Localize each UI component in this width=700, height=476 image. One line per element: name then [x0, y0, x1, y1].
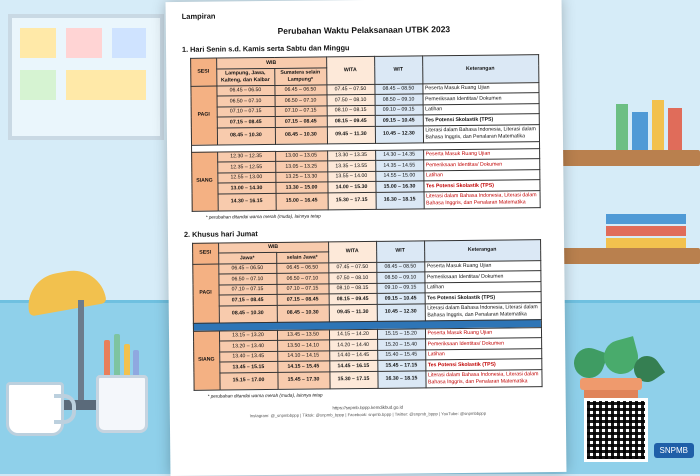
book [652, 100, 664, 150]
cell-wib1: 07.10 – 07.15 [217, 106, 275, 117]
cell-keterangan: Tes Potensi Skolastik (TPS) [423, 180, 539, 192]
cell-wit: 09.10 – 09.15 [376, 282, 424, 293]
cell-wita: 09.45 – 11.30 [329, 304, 377, 322]
cell-wib1: 06.50 – 07.10 [217, 95, 275, 106]
pencil-cup [96, 375, 148, 433]
cell-wita: 14.45 – 16.15 [329, 360, 377, 371]
cell-wib2: 14.10 – 14.15 [277, 350, 329, 361]
cell-wit: 15.45 – 17.15 [377, 360, 425, 371]
desk-lamp-arm [78, 300, 84, 405]
coffee-mug-handle [54, 394, 76, 424]
th-wita: WITA [328, 241, 376, 263]
cell-wita: 13.55 – 14.00 [327, 171, 375, 182]
book [668, 108, 682, 150]
cell-keterangan: Literasi dalam Bahasa Indonesia, Literasi dalam Bahasa Inggris, dan Penalaran Matematika [424, 190, 540, 208]
cell-wita: 14.40 – 14.45 [329, 350, 377, 361]
book-stacked [606, 226, 686, 236]
cell-keterangan: Pemeriksaan Identitas/ Dokumen [425, 338, 541, 350]
cell-wita: 15.30 – 17.15 [328, 192, 376, 210]
th-sesi: SESI [190, 58, 216, 86]
book [632, 112, 648, 150]
cell-wita: 07.45 – 07.50 [326, 84, 374, 95]
footer-url: https://snpmb.bppp.kemdikbud.go.id [332, 404, 404, 410]
bookshelf-lower [550, 248, 700, 264]
table-header-row [192, 239, 540, 253]
cell-wib2: 07.15 – 08.45 [277, 294, 329, 305]
snpmb-badge: SNPMB [654, 443, 694, 458]
cell-keterangan: Tes Potensi Skolastik (TPS) [425, 292, 541, 304]
th-wit: WIT [374, 56, 422, 84]
cell-wita: 14.20 – 14.40 [329, 339, 377, 350]
schedule-table-friday [192, 239, 543, 391]
cell-wib2: 08.45 – 10.30 [277, 304, 329, 322]
sticky-note [20, 28, 56, 58]
cell-keterangan: Latihan [423, 169, 539, 181]
cell-wita: 15.30 – 17.15 [329, 371, 377, 389]
cell-keterangan: Pemeriksaan Identitas/ Dokumen [423, 93, 539, 105]
cell-keterangan: Latihan [423, 103, 539, 115]
cell-wib2: 13.50 – 14.10 [277, 340, 329, 351]
th-wib: WIB [218, 241, 328, 253]
cell-wib2: 13.45 – 13.50 [277, 329, 329, 340]
cell-wita: 08.10 – 08.15 [328, 283, 376, 294]
cell-keterangan: Literasi dalam Bahasa Indonesia, Literasi dalam Bahasa Inggris, dan Penalaran Matematika [425, 369, 541, 387]
cell-wib2: 07.15 – 08.45 [275, 116, 327, 127]
cell-wib2: 06.45 – 06.50 [276, 262, 328, 273]
cell-wita: 08.15 – 09.45 [329, 293, 377, 304]
cell-sesi-siang: SIANG [191, 152, 218, 211]
cell-keterangan: Pemeriksaan Identitas/ Dokumen [424, 271, 540, 283]
cell-wib1: 15.15 – 17.00 [219, 372, 277, 390]
cell-wib1: 08.45 – 10.30 [217, 127, 275, 145]
cell-wib1: 14.30 – 16.15 [218, 193, 276, 211]
cell-wita: 09.45 – 11.30 [327, 126, 375, 144]
th-wit: WIT [376, 240, 424, 262]
cell-wit: 10.45 – 12.30 [377, 303, 425, 321]
cell-wit: 08.45 – 08.50 [376, 261, 424, 272]
book-stacked [606, 238, 686, 248]
cell-wib1: 07.15 – 08.45 [217, 116, 275, 127]
cell-wib1: 06.45 – 06.50 [216, 85, 274, 96]
cell-keterangan: Latihan [424, 281, 540, 293]
cell-wib2: 15.45 – 17.30 [277, 371, 329, 389]
cell-keterangan: Literasi dalam Bahasa Indonesia, Literasi dalam Bahasa Inggris, dan Penalaran Matematika [423, 124, 539, 142]
sticky-note [112, 28, 146, 58]
table-header-row [190, 55, 538, 69]
cell-wib1: 13.15 – 13.20 [219, 330, 277, 341]
cell-wita: 08.15 – 09.45 [327, 115, 375, 126]
document-page [166, 0, 567, 476]
th-wib-sub1: Jawa* [218, 252, 276, 263]
qr-code [584, 398, 648, 462]
th-keterangan: Keterangan [424, 239, 540, 261]
cell-sesi-pagi: PAGI [192, 264, 219, 323]
cell-wita: 07.50 – 08.10 [327, 94, 375, 105]
cell-keterangan: Peserta Masuk Ruang Ujian [423, 148, 539, 160]
cell-wit: 14.30 – 14.35 [375, 149, 423, 160]
cell-wit: 09.10 – 09.15 [375, 104, 423, 115]
cell-wib2: 08.45 – 10.30 [275, 126, 327, 144]
table-2-note: * perubahan ditandai warna merah (muda), lainnya tetap [207, 391, 323, 399]
cell-wib1: 12.55 – 13.00 [217, 172, 275, 183]
table-1-note: * perubahan ditandai warna merah (muda), lainnya tetap [205, 212, 321, 220]
section-2-title: 2. Khusus hari Jumat [183, 228, 258, 239]
footer-social: Instagram: @_snpmbbppp | Tiktok: @snpmb_bppp | Facebook: snpmb.bppp | Twitter: @snpmb_bppp | YouTube: @snpmbbppp [249, 410, 487, 418]
cell-wita: 08.10 – 08.15 [327, 105, 375, 116]
cell-wib2: 07.10 – 07.15 [275, 105, 327, 116]
cell-wib1: 13.40 – 13.45 [219, 351, 277, 362]
cell-wita: 07.45 – 07.50 [328, 262, 376, 273]
cell-wib2: 13.05 – 13.25 [275, 161, 327, 172]
table-row [192, 190, 540, 211]
cell-wib1: 06.50 – 07.10 [218, 273, 276, 284]
th-keterangan: Keterangan [422, 55, 538, 84]
book [616, 104, 628, 150]
cell-wib2: 13.30 – 15.00 [275, 182, 327, 193]
cell-keterangan: Tes Potensi Skolastik (TPS) [423, 114, 539, 126]
schedule-table-weekday [190, 54, 541, 211]
cell-wita: 13.35 – 13.55 [327, 160, 375, 171]
cell-wit: 14.55 – 15.00 [375, 170, 423, 181]
section-1-title: 1. Hari Senin s.d. Kamis serta Sabtu dan Minggu [181, 43, 350, 54]
sticky-note [66, 70, 146, 100]
cell-keterangan: Literasi dalam Bahasa Indonesia, Literasi dalam Bahasa Inggris, dan Penalaran Matematika [425, 302, 541, 320]
th-wita: WITA [326, 56, 374, 84]
cell-wit: 10.45 – 12.30 [375, 125, 423, 143]
th-wib-sub2: selain Jawa* [276, 252, 328, 263]
sticky-note [20, 70, 56, 100]
th-sesi: SESI [192, 243, 218, 264]
cell-wit: 08.50 – 09.10 [376, 272, 424, 283]
cell-wib1: 12.35 – 12.55 [217, 161, 275, 172]
cell-wit: 08.50 – 09.10 [375, 94, 423, 105]
cell-wib1: 13.20 – 13.40 [219, 340, 277, 351]
cell-wit: 09.15 – 10.45 [375, 115, 423, 126]
page-title: Perubahan Waktu Pelaksanaan UTBK 2023 [277, 24, 451, 36]
cell-keterangan: Latihan [425, 348, 541, 360]
cell-wib2: 06.50 – 07.10 [276, 273, 328, 284]
cell-wib1: 13.45 – 15.15 [219, 361, 277, 372]
cell-wib2: 06.45 – 06.50 [274, 84, 326, 95]
th-wib-sub1: Lampung, Jawa, Kalteng, dan Kalbar [216, 68, 274, 86]
cell-wib2: 07.10 – 07.15 [276, 283, 328, 294]
cell-wit: 14.35 – 14.55 [375, 160, 423, 171]
cell-wib2: 13.25 – 13.30 [275, 171, 327, 182]
cell-wib2: 15.00 – 16.45 [276, 192, 328, 210]
cell-wib2: 06.50 – 07.10 [275, 95, 327, 106]
cell-sesi-siang: SIANG [193, 331, 220, 390]
cell-wita: 14.00 – 15.30 [327, 181, 375, 192]
cell-wit: 16.30 – 18.15 [376, 191, 424, 209]
cell-wib1: 12.30 – 12.35 [217, 151, 275, 162]
cell-keterangan: Pemeriksaan Identitas/ Dokumen [423, 159, 539, 171]
cell-keterangan: Peserta Masuk Ruang Ujian [422, 82, 538, 94]
cell-wib2: 14.15 – 15.45 [277, 361, 329, 372]
cell-sesi-pagi: PAGI [190, 86, 217, 145]
bookshelf-upper [550, 150, 700, 166]
cell-wib1: 13.00 – 14.30 [217, 182, 275, 193]
cell-wit: 15.00 – 16.30 [375, 181, 423, 192]
lampiran-label: Lampiran [181, 11, 216, 21]
sticky-note [66, 28, 102, 58]
cell-wit: 16.30 – 18.15 [377, 370, 425, 388]
cell-keterangan: Peserta Masuk Ruang Ujian [425, 327, 541, 339]
th-wib-sub2: Sumatera selain Lampung* [274, 67, 326, 85]
cell-wita: 07.50 – 08.10 [328, 272, 376, 283]
cell-wit: 15.40 – 15.45 [377, 349, 425, 360]
cell-keterangan: Tes Potensi Skolastik (TPS) [425, 359, 541, 371]
cell-wit: 15.20 – 15.40 [377, 339, 425, 350]
cell-wita: 13.30 – 13.35 [327, 150, 375, 161]
table-row [193, 369, 541, 390]
book-stacked [606, 214, 686, 224]
cell-wib1: 07.15 – 08.45 [219, 294, 277, 305]
th-wib: WIB [216, 57, 326, 69]
cell-wib1: 07.10 – 07.15 [218, 284, 276, 295]
cell-wib1: 06.45 – 06.50 [218, 263, 276, 274]
cell-wit: 09.15 – 10.45 [377, 293, 425, 304]
cell-wib2: 13.00 – 13.05 [275, 150, 327, 161]
cell-keterangan: Peserta Masuk Ruang Ujian [424, 260, 540, 272]
cell-wit: 15.15 – 15.20 [377, 328, 425, 339]
cell-wita: 14.15 – 14.20 [329, 329, 377, 340]
cell-wit: 08.45 – 08.50 [374, 83, 422, 94]
cell-wib1: 08.45 – 10.30 [219, 305, 277, 323]
